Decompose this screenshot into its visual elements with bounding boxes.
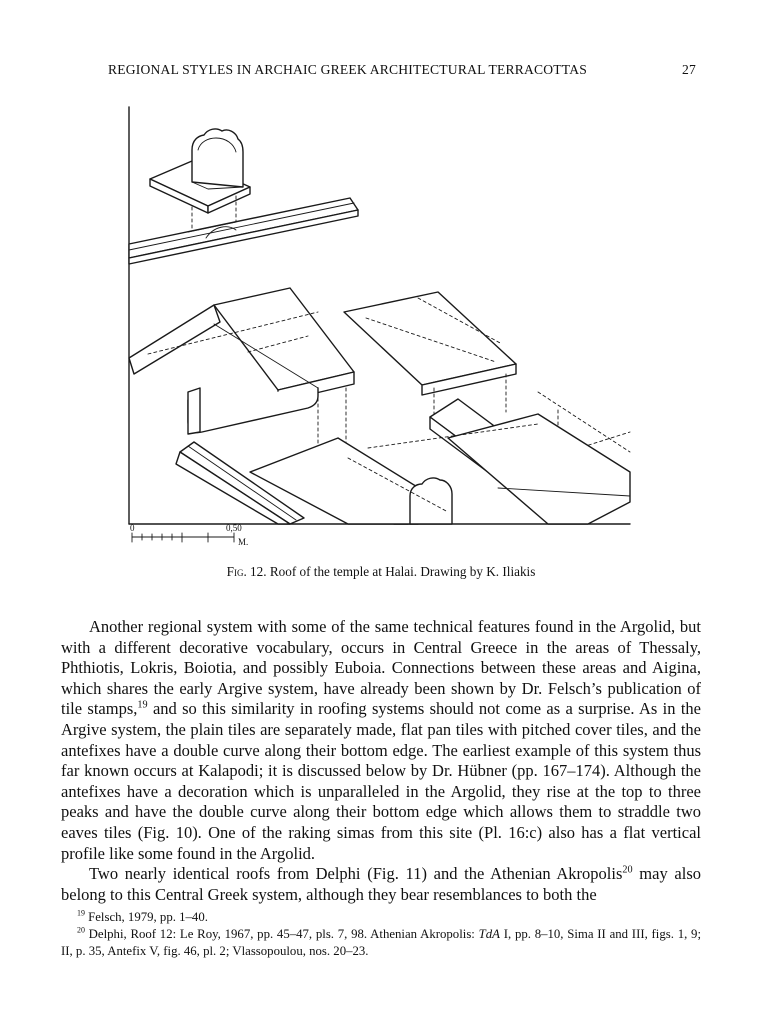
figure-caption-label: Fig. 12. (226, 564, 267, 579)
footnote-number: 19 (77, 908, 85, 918)
figure-roof-drawing (118, 92, 638, 554)
page-number: 27 (682, 62, 696, 77)
scale-start-label: 0 (130, 523, 135, 533)
roof-line-drawing (118, 92, 638, 554)
body-text (61, 617, 701, 905)
paragraph (61, 617, 701, 864)
lower-eaves-row (176, 414, 630, 524)
footnote (61, 926, 701, 960)
upper-antefix-assembly (150, 129, 250, 232)
figure-caption (0, 564, 762, 580)
figure-caption-text: Roof of the temple at Halai. Drawing by K. Iliakis (269, 564, 536, 579)
scale-unit-label: M. (238, 537, 249, 547)
footnote-number: 20 (77, 925, 85, 935)
running-title: REGIONAL STYLES IN ARCHAIC GREEK ARCHITECTURAL TERRACOTTAS (108, 62, 587, 77)
paragraph-text: may also belong to this Central Greek system, although they bear resemblances to both the (61, 864, 701, 904)
scale-bar (130, 523, 248, 547)
paragraph (61, 864, 701, 905)
footnotes (61, 909, 701, 960)
middle-right-pan-tile (344, 292, 516, 417)
footnote-ref: 19 (137, 699, 148, 711)
middle-left-pan-tile (129, 288, 354, 457)
paragraph-text: Another regional system with some of the same technical features found in the Argolid, but with a different decorative vocabulary, occurs in Central Greece in the areas of Thessaly, Phthiotis, Lokris, Boiotia, and possibly Euboia. Connections between these areas and Aigina, which shares the early Argive system, have already been shown by Dr. Felsch’s publication of tile stamps, (61, 617, 701, 719)
footnote-text: Felsch, 1979, pp. 1–40. (84, 910, 208, 924)
running-head (108, 62, 696, 78)
scale-end-label: 0,50 (226, 523, 242, 533)
footnote-text: I, pp. 8–10, Sima II and III, figs. 1, 9; II, p. 35, Antefix V, fig. 46, pl. 2; Vlassopoulou, nos. 20–23. (61, 927, 702, 958)
upper-cover-tile (129, 198, 358, 264)
footnote-italic: TdA (478, 927, 500, 941)
paragraph-text: Two nearly identical roofs from Delphi (Fig. 11) and the Athenian Akropolis (89, 864, 623, 884)
footnote-text: Delphi, Roof 12: Le Roy, 1967, pp. 45–47, pls. 7, 98. Athenian Akropolis: (84, 927, 479, 941)
footnote-ref: 20 (622, 864, 633, 876)
paragraph-text: and so this similarity in roofing systems should not come as a surprise. As in the Argive system, the plain tiles are separately made, flat pan tiles with pitched cover tiles, and the antefixes have a double curve along their bottom edge. The earliest example of this system thus far known occurs at Kalapodi; it is discussed below by Dr. Hübner (pp. 167–174). Although the antefixes have a decoration which is unparalleled in the Argolid, they rise at the top to three peaks and have the double curve along their bottom edge which allows them to straddle two eaves tiles (Fig. 10). One of the raking simas from this site (Pl. 16:c) also has a flat vertical profile like some found in the Argolid. (61, 699, 701, 863)
footnote (61, 909, 701, 926)
